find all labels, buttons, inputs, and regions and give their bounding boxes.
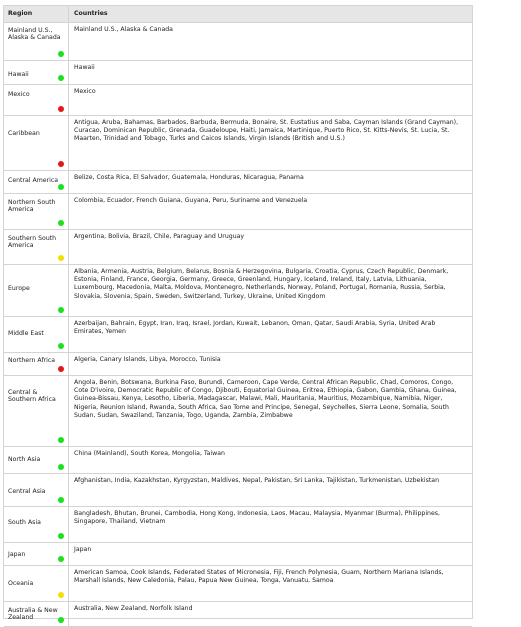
countries-cell: Colombia, Ecuador, French Guiana, Guyana, Peru, Suriname and Venezuela bbox=[69, 194, 473, 230]
countries-cell: Albania, Armenia, Austria, Belgium, Belarus, Bosnia & Herzegovina, Bulgaria, Croatia, Cyprus, Czech Republic, Denmark, Estonia, Finland, France, Georgia, Germany, Greece, Greenland, Hungary, Iceland, Ireland, Italy, Latvia, Lithuania, Luxembourg, Macedonia, Malta, Moldova, Montenegro, Netherlands, Norway, Poland, Portugal, Romania, Russia, Serbia, Slovakia, Slovenia, Spain, Sweden, Switzerland, Turkey, Ukraine, United Kingdom bbox=[69, 265, 473, 317]
region-name: Central & Southern Africa bbox=[8, 389, 56, 404]
status-green-dot-icon bbox=[58, 75, 64, 81]
region-cell bbox=[4, 61, 69, 85]
region-cell bbox=[4, 602, 69, 627]
table-row bbox=[4, 171, 472, 194]
region-name: Middle East bbox=[8, 330, 44, 337]
table-row bbox=[4, 566, 472, 602]
region-cell bbox=[4, 447, 69, 474]
region-cell bbox=[4, 566, 69, 602]
status-green-dot-icon bbox=[58, 497, 64, 503]
countries-cell: Antigua, Aruba, Bahamas, Barbados, Barbuda, Bermuda, Bonaire, St. Eustatius and Saba, Cayman Islands (Grand Cayman), Curacao, Dominican Republic, Grenada, Guadeloupe, Haiti, Jamaica, Martinique, Puerto Rico, St. Kitts-Nevis, St. Lucia, St. Maarten, Trinidad and Tobago, Turks and Caicos Islands, Virgin Islands (British and U.S.) bbox=[69, 116, 473, 171]
table-row bbox=[4, 602, 472, 627]
table-header-row bbox=[4, 6, 472, 23]
countries-cell: Mexico bbox=[69, 85, 473, 116]
status-green-dot-icon bbox=[58, 220, 64, 226]
region-cell bbox=[4, 543, 69, 566]
table-row bbox=[4, 23, 472, 61]
status-green-dot-icon bbox=[58, 51, 64, 57]
region-cell bbox=[4, 230, 69, 265]
region-cell bbox=[4, 23, 69, 61]
region-name: Central America bbox=[8, 177, 59, 184]
region-cell bbox=[4, 85, 69, 116]
status-green-dot-icon bbox=[58, 184, 64, 190]
status-green-dot-icon bbox=[58, 307, 64, 313]
status-red-dot-icon bbox=[58, 366, 64, 372]
status-green-dot-icon bbox=[58, 556, 64, 562]
region-name: Europe bbox=[8, 285, 30, 292]
region-cell bbox=[4, 376, 69, 447]
countries-cell: Australia, New Zealand, Norfolk Island bbox=[69, 602, 473, 627]
region-table-container bbox=[3, 5, 473, 622]
table-row bbox=[4, 353, 472, 376]
region-name: South Asia bbox=[8, 519, 41, 526]
table-row bbox=[4, 194, 472, 230]
region-name: Mainland U.S., Alaska & Canada bbox=[8, 27, 61, 42]
countries-cell: Azerbaijan, Bahrain, Egypt, Iran, Iraq, Israel, Jordan, Kuwait, Lebanon, Oman, Qatar, Saudi Arabia, Syria, United Arab Emirates, Yemen bbox=[69, 317, 473, 353]
countries-cell: Algeria, Canary Islands, Libya, Morocco, Tunisia bbox=[69, 353, 473, 376]
table-row bbox=[4, 230, 472, 265]
countries-cell: China (Mainland), South Korea, Mongolia, Taiwan bbox=[69, 447, 473, 474]
region-cell bbox=[4, 265, 69, 317]
region-cell bbox=[4, 474, 69, 507]
region-name: North Asia bbox=[8, 456, 41, 463]
status-green-dot-icon bbox=[58, 437, 64, 443]
table-row bbox=[4, 447, 472, 474]
table-row bbox=[4, 85, 472, 116]
table-row bbox=[4, 116, 472, 171]
countries-cell: Mainland U.S., Alaska & Canada bbox=[69, 23, 473, 61]
region-country-table bbox=[4, 6, 472, 627]
table-row bbox=[4, 265, 472, 317]
region-name: Northern Africa bbox=[8, 357, 56, 364]
countries-cell: Afghanistan, India, Kazakhstan, Kyrgyzstan, Maldives, Nepal, Pakistan, Sri Lanka, Tajikistan, Turkmenistan, Uzbekistan bbox=[69, 474, 473, 507]
status-green-dot-icon bbox=[58, 533, 64, 539]
table-row bbox=[4, 474, 472, 507]
countries-cell: Bangladesh, Bhutan, Brunei, Cambodia, Hong Kong, Indonesia, Laos, Macau, Malaysia, Myanmar (Burma), Philippines, Singapore, Thailand, Vietnam bbox=[69, 507, 473, 543]
region-name: Northern South America bbox=[8, 199, 56, 214]
status-green-dot-icon bbox=[58, 464, 64, 470]
region-name: Australia & New Zealand bbox=[8, 607, 58, 622]
region-name: Japan bbox=[8, 551, 26, 558]
region-name: Caribbean bbox=[8, 130, 40, 137]
status-red-dot-icon bbox=[58, 161, 64, 167]
status-yellow-dot-icon bbox=[58, 592, 64, 598]
countries-cell: Angola, Benin, Botswana, Burkina Faso, Burundi, Cameroon, Cape Verde, Central African Republic, Chad, Comoros, Congo, Cote D'ivoire, Democratic Republic of Congo, Djibouti, Equatorial Guinea, Eritrea, Ethiopia, Gabon, Gambia, Ghana, Guinea, Guinea-Bissau, Kenya, Lesotho, Liberia, Madagascar, Malawi, Mali, Mauritania, Mauritius, Mozambique, Namibia, Niger, Nigeria, Reunion Island, Rwanda, South Africa, Sao Tome and Principe, Senegal, Seychelles, Sierra Leone, Somalia, South Sudan, Sudan, Swaziland, Tanzania, Togo, Uganda, Zambia, Zimbabwe bbox=[69, 376, 473, 447]
table-row bbox=[4, 317, 472, 353]
region-cell bbox=[4, 194, 69, 230]
status-green-dot-icon bbox=[58, 343, 64, 349]
countries-cell: Japan bbox=[69, 543, 473, 566]
countries-cell: Argentina, Bolivia, Brazil, Chile, Paraguay and Uruguay bbox=[69, 230, 473, 265]
status-yellow-dot-icon bbox=[58, 255, 64, 261]
region-cell bbox=[4, 116, 69, 171]
region-cell bbox=[4, 353, 69, 376]
region-name: Hawaii bbox=[8, 71, 29, 78]
table-row bbox=[4, 543, 472, 566]
table-row bbox=[4, 61, 472, 85]
region-name: Oceania bbox=[8, 580, 34, 587]
region-name: Southern South America bbox=[8, 235, 57, 250]
table-row bbox=[4, 507, 472, 543]
region-name: Central Asia bbox=[8, 488, 46, 495]
region-cell bbox=[4, 171, 69, 194]
region-cell bbox=[4, 317, 69, 353]
region-column-header: Region bbox=[4, 6, 69, 23]
region-name: Mexico bbox=[8, 91, 30, 98]
countries-cell: Hawaii bbox=[69, 61, 473, 85]
region-cell bbox=[4, 507, 69, 543]
status-red-dot-icon bbox=[58, 106, 64, 112]
table-row bbox=[4, 376, 472, 447]
status-green-dot-icon bbox=[58, 617, 64, 623]
table-body bbox=[4, 23, 472, 627]
countries-cell: American Samoa, Cook Islands, Federated States of Micronesia, Fiji, French Polynesia, Guam, Northern Mariana Islands, Marshall Islands, New Caledonia, Palau, Papua New Guinea, Tonga, Vanuatu, Samoa bbox=[69, 566, 473, 602]
countries-cell: Belize, Costa Rica, El Salvador, Guatemala, Honduras, Nicaragua, Panama bbox=[69, 171, 473, 194]
countries-column-header: Countries bbox=[69, 6, 473, 23]
